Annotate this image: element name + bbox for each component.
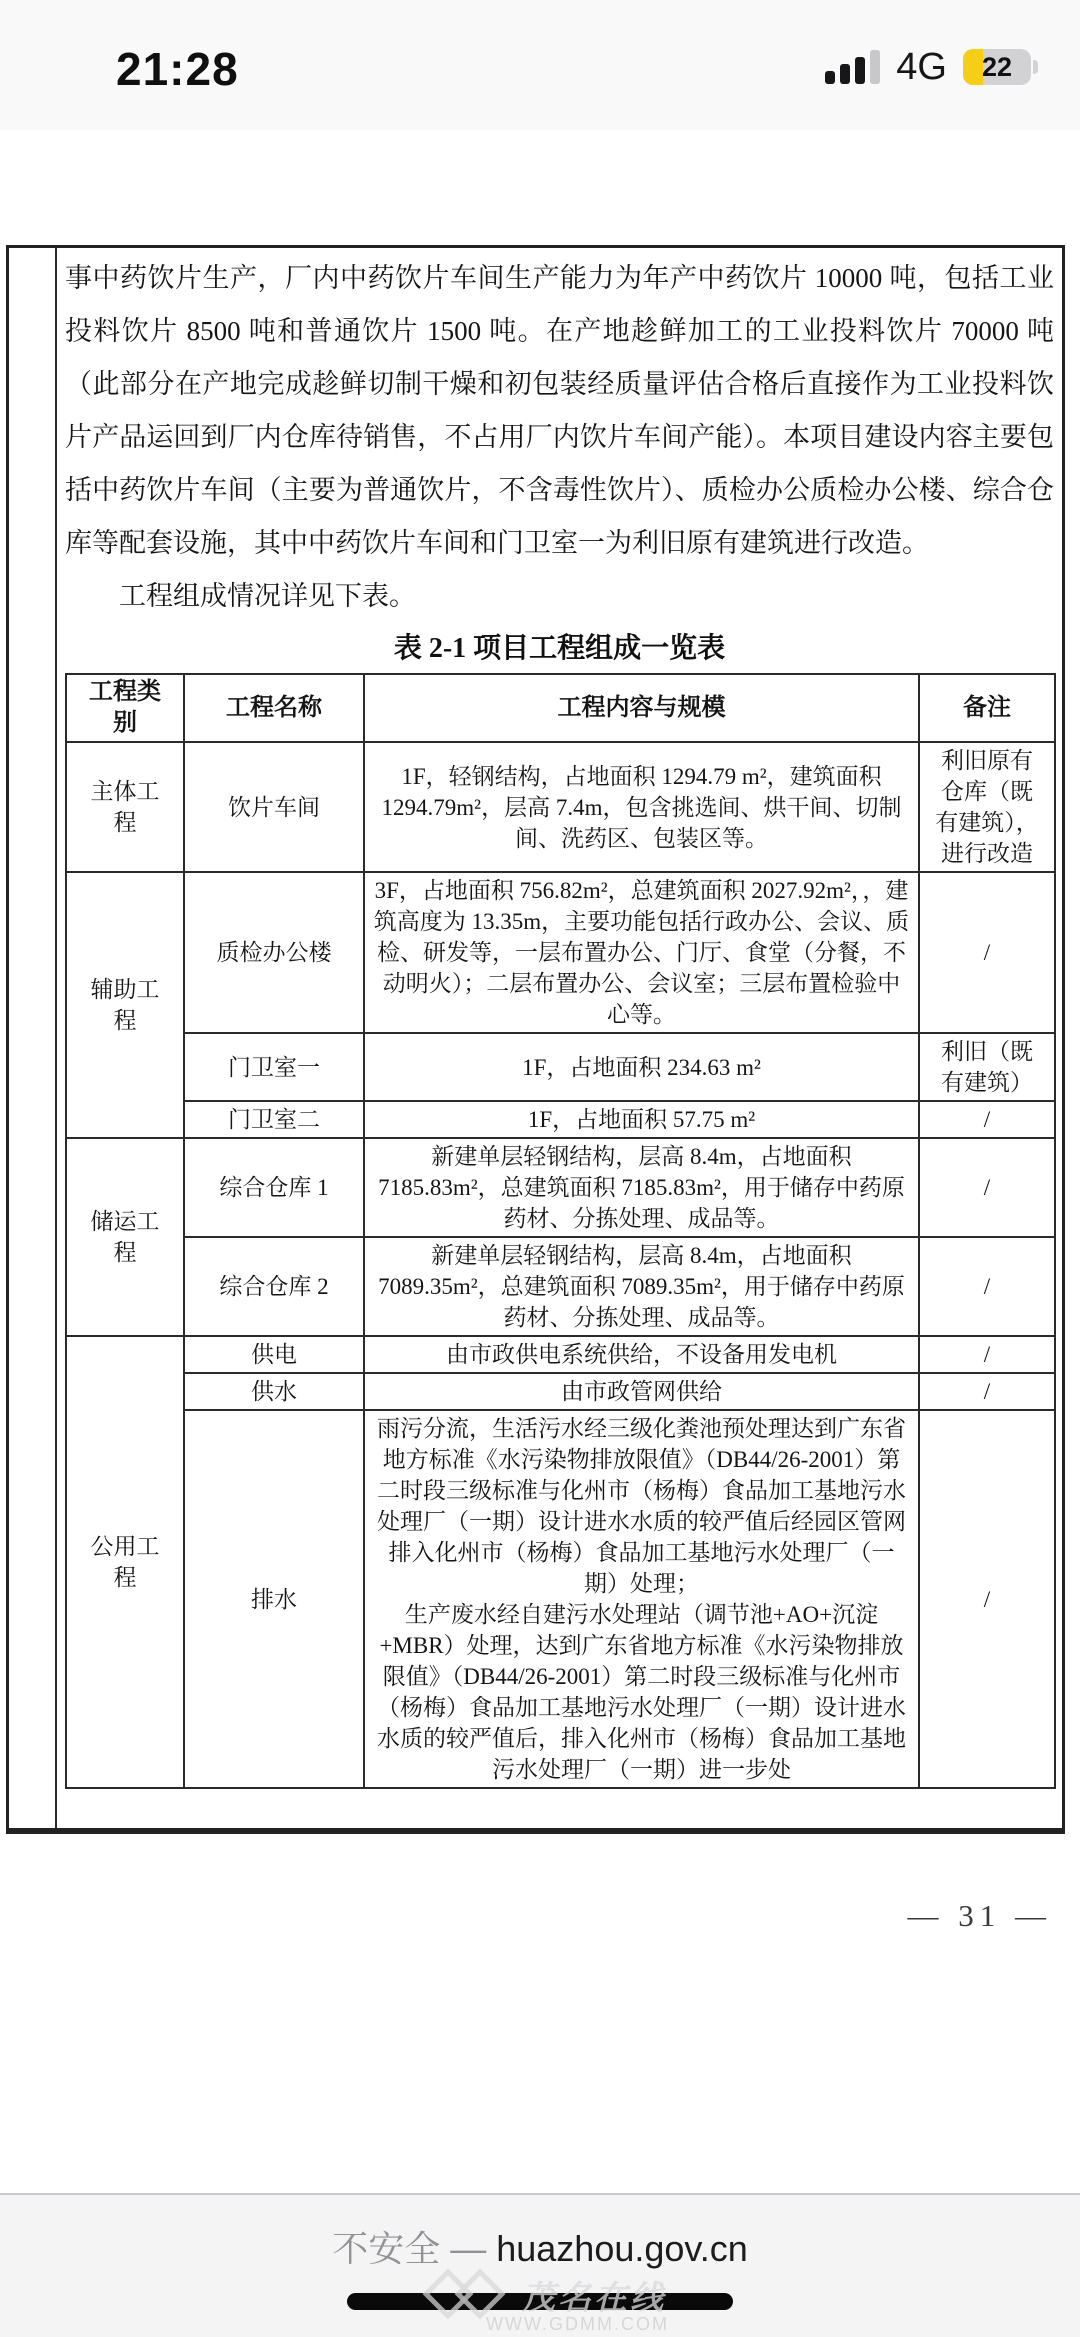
document-page <box>6 245 1065 1834</box>
remark-cell: / <box>919 872 1055 1033</box>
table-row <box>66 1237 1055 1336</box>
watermark-site-url: WWW.GDMM.COM <box>486 2314 669 2334</box>
battery-nub <box>1033 60 1038 74</box>
project-name-cell: 门卫室一 <box>184 1033 364 1101</box>
category-cell: 储运工程 <box>66 1138 184 1336</box>
project-content-cell: 1F，轻钢结构，占地面积 1294.79 m²，建筑面积 1294.79m²，层高 7.4m，包含挑选间、烘干间、切制间、洗药区、包装区等。 <box>364 742 919 872</box>
page-number: — 31 — <box>907 1898 1052 1933</box>
table-row <box>66 1410 1055 1788</box>
browser-bottom-bar <box>0 2193 1080 2337</box>
table-header-cell: 工程类别 <box>66 674 184 742</box>
security-status-label: 不安全 <box>332 2228 441 2269</box>
project-table-body <box>66 742 1055 1788</box>
table-row <box>66 1138 1055 1237</box>
project-name-cell: 排水 <box>184 1410 364 1788</box>
category-cell: 公用工程 <box>66 1336 184 1788</box>
table-intro-line: 工程组成情况详见下表。 <box>119 581 416 611</box>
page-margin-rule <box>55 248 57 1828</box>
table-row <box>66 742 1055 872</box>
project-content-cell: 新建单层轻钢结构，层高 8.4m，占地面积 7185.83m²，总建筑面积 7185.83m²，用于储存中药原药材、分拣处理、成品等。 <box>364 1138 919 1237</box>
project-name-cell: 供电 <box>184 1336 364 1373</box>
table-row <box>66 1101 1055 1138</box>
status-time: 21:28 <box>116 43 239 95</box>
project-content-cell: 由市政管网供给 <box>364 1373 919 1410</box>
table-header-cell: 工程内容与规模 <box>364 674 919 742</box>
project-name-cell: 门卫室二 <box>184 1101 364 1138</box>
body-paragraph: 事中药饮片生产，厂内中药饮片车间生产能力为年产中药饮片 10000 吨，包括工业投料饮片 8500 吨和普通饮片 1500 吨。在产地趁鲜加工的工业投料饮片 70000 吨（此部分在产地完成趁鲜切制干燥和初包装经质量评估合格后直接作为工业投料饮片产品运回到厂内仓库待销售，不占用厂内饮片车间产能）。本项目建设内容主要包括中药饮片车间（主要为普通饮片，不含毒性饮片）、质检办公质检办公楼、综合仓库等配套设施，其中中药饮片车间和门卫室一为利旧原有建筑进行改造。 <box>65 263 1054 558</box>
remark-cell: / <box>919 1336 1055 1373</box>
remark-cell: 利旧（既有建筑） <box>919 1033 1055 1101</box>
battery-icon <box>963 49 1031 85</box>
cellular-signal-icon <box>825 50 880 84</box>
table-header-cell: 备注 <box>919 674 1055 742</box>
category-cell: 主体工程 <box>66 742 184 872</box>
url-separator: — <box>450 2228 487 2269</box>
table-caption: 表 2-1 项目工程组成一览表 <box>393 633 726 664</box>
project-name-cell: 综合仓库 2 <box>184 1237 364 1336</box>
url-domain: huazhou.gov.cn <box>496 2228 748 2269</box>
table-header-row <box>66 674 1055 742</box>
project-composition-table <box>65 673 1056 1789</box>
remark-cell: / <box>919 1373 1055 1410</box>
network-type-label: 4G <box>896 45 947 88</box>
battery-percentage: 22 <box>981 51 1013 82</box>
document-content <box>65 252 1054 1789</box>
home-indicator[interactable] <box>347 2293 733 2310</box>
status-icons <box>825 44 1038 90</box>
project-content-cell: 1F，占地面积 57.75 m² <box>364 1101 919 1138</box>
project-name-cell: 饮片车间 <box>184 742 364 872</box>
table-row <box>66 872 1055 1033</box>
table-row <box>66 1373 1055 1410</box>
project-name-cell: 综合仓库 1 <box>184 1138 364 1237</box>
remark-cell: / <box>919 1410 1055 1788</box>
address-bar[interactable] <box>0 2221 1080 2272</box>
project-name-cell: 质检办公楼 <box>184 872 364 1033</box>
project-content-cell: 新建单层轻钢结构，层高 8.4m，占地面积 7089.35m²，总建筑面积 7089.35m²，用于储存中药原药材、分拣处理、成品等。 <box>364 1237 919 1336</box>
category-cell: 辅助工程 <box>66 872 184 1138</box>
status-bar <box>0 0 1080 130</box>
table-row <box>66 1033 1055 1101</box>
table-row <box>66 1336 1055 1373</box>
project-content-cell: 3F，占地面积 756.82m²，总建筑面积 2027.92m²，，建筑高度为 13.35m，主要功能包括行政办公、会议、质检、研发等，一层布置办公、门厅、食堂（分餐，不动明火）；二层布置办公、会议室；三层布置检验中心等。 <box>364 872 919 1033</box>
watermark-site-name: 茂名在线 <box>522 2279 666 2316</box>
project-content-cell: 1F，占地面积 234.63 m² <box>364 1033 919 1101</box>
remark-cell: / <box>919 1237 1055 1336</box>
remark-cell: / <box>919 1101 1055 1138</box>
table-header-cell: 工程名称 <box>184 674 364 742</box>
project-content-cell: 雨污分流，生活污水经三级化粪池预处理达到广东省地方标准《水污染物排放限值》（DB44/26-2001）第二时段三级标准与化州市（杨梅）食品加工基地污水处理厂（一期）设计进水水质的较严值后经园区管网排入化州市（杨梅）食品加工基地污水处理厂（一期）处理； 生产废水经自建污水处理站（调节池+AO+沉淀+MBR）处理，达到广东省地方标准《水污染物排放限值》（DB44/26-2001）第二时段三级标准与化州市（杨梅）食品加工基地污水处理厂（一期）设计进水水质的较严值后，排入化州市（杨梅）食品加工基地污水处理厂（一期）进一步处 <box>364 1410 919 1788</box>
remark-cell: / <box>919 1138 1055 1237</box>
project-content-cell: 由市政供电系统供给，不设备用发电机 <box>364 1336 919 1373</box>
project-name-cell: 供水 <box>184 1373 364 1410</box>
remark-cell: 利旧原有仓库（既有建筑），进行改造 <box>919 742 1055 872</box>
